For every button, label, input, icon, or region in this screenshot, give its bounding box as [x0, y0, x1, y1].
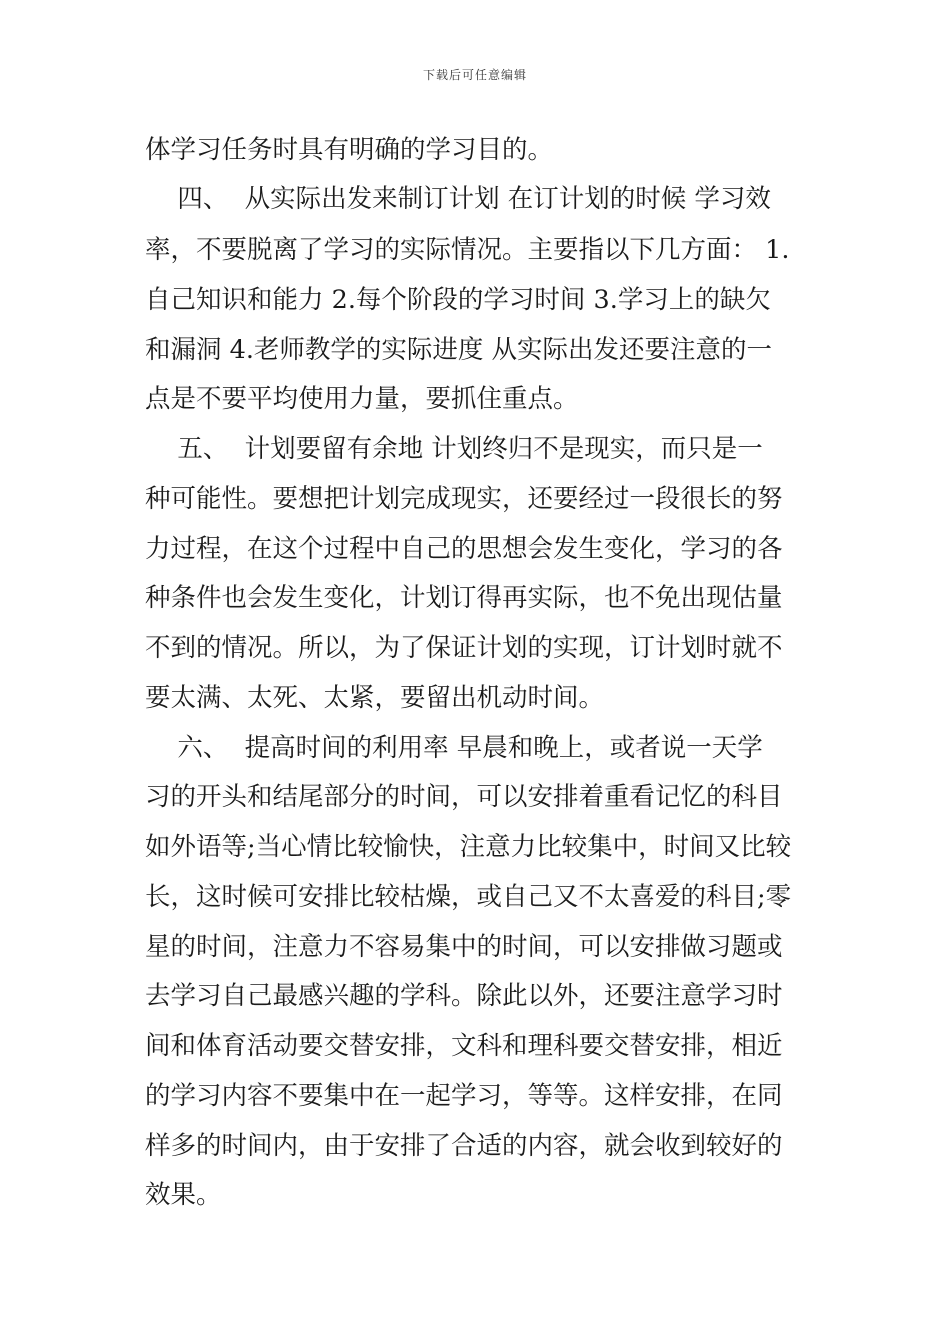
text-line: 间和体育活动要交替安排，文科和理科要交替安排，相近 [145, 1031, 783, 1061]
text-line: 要太满、太死、太紧，要留出机动时间。 [145, 683, 605, 713]
text-line: 不到的情况。所以，为了保证计划的实现，订计划时就不 [145, 633, 783, 663]
text-line: 点是不要平均使用力量，要抓住重点。 [145, 384, 579, 414]
text-line: 四、 从实际出发来制订计划 在订计划的时候 学习效 [145, 184, 771, 214]
text-line: 和漏洞 4.老师教学的实际进度 从实际出发还要注意的一 [145, 335, 773, 365]
text-line: 种可能性。要想把计划完成现实，还要经过一段很长的努 [145, 484, 783, 514]
text-line: 如外语等;当心情比较愉快，注意力比较集中，时间又比较 [145, 832, 792, 862]
text-line: 习的开头和结尾部分的时间，可以安排着重看记忆的科目 [145, 782, 783, 812]
text-line: 的学习内容不要集中在一起学习，等等。这样安排，在同 [145, 1081, 783, 1111]
text-line: 体学习任务时具有明确的学习目的。 [145, 135, 554, 165]
text-line: 六、 提高时间的利用率 早晨和晚上，或者说一天学 [145, 733, 763, 763]
text-line: 去学习自己最感兴趣的学科。除此以外，还要注意学习时 [145, 981, 783, 1011]
text-line: 长，这时候可安排比较枯燥，或自己又不太喜爱的科目;零 [145, 882, 792, 912]
text-line: 星的时间，注意力不容易集中的时间，可以安排做习题或 [145, 932, 783, 962]
text-line: 效果。 [145, 1180, 222, 1210]
text-line: 力过程，在这个过程中自己的思想会发生变化，学习的各 [145, 534, 783, 564]
text-line: 五、 计划要留有余地 计划终归不是现实，而只是一 [145, 434, 763, 464]
page-header: 下载后可任意编辑 [422, 68, 527, 82]
text-line: 种条件也会发生变化，计划订得再实际，也不免出现估量 [145, 583, 783, 613]
text-line: 样多的时间内，由于安排了合适的内容，就会收到较好的 [145, 1131, 783, 1161]
text-line: 自己知识和能力 2.每个阶段的学习时间 3.学习上的缺欠 [145, 285, 771, 315]
text-line: 率，不要脱离了学习的实际情况。主要指以下几方面： 1. [145, 235, 790, 265]
